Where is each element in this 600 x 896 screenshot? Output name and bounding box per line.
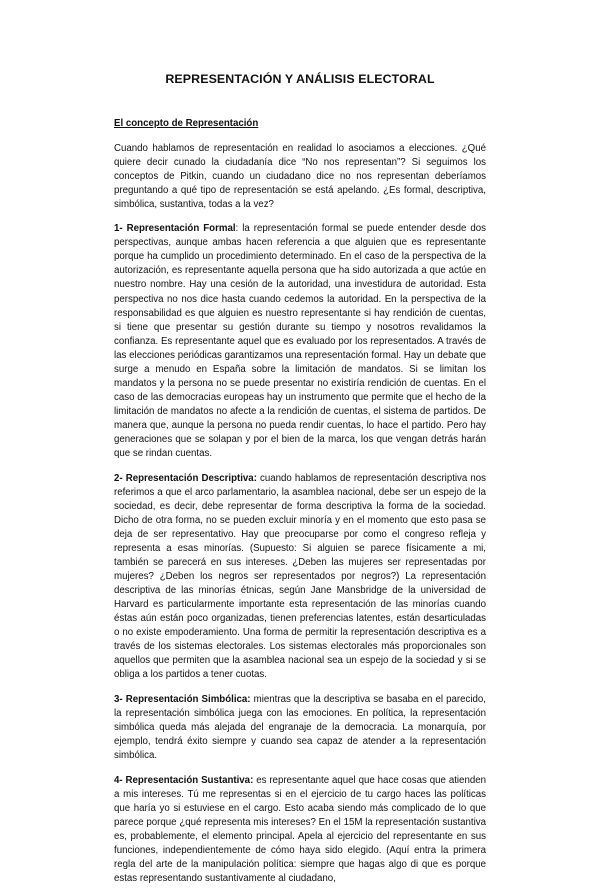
paragraph-sustantiva-text: es representante aquel que hace cosas que atienden a mis intereses. Tú me representas si en el ejercicio de tu cargo haces las políticas que haría yo si estuviese en el cargo. Esto acaba siendo más complicado de lo que parece porque ¿qué representa mis intereses? En el 15M la representación sustantiva es, probablemente, el elemento principal. Apela al ejercicio del representante en sus funciones, independientemente de cómo haya sido elegido. (Aquí entra la primera regla del arte de la manipulación política: siempre que hagas algo di que es porque estas representando sustantivamente al ciudadano,: [114, 774, 486, 884]
paragraph-simbolica-lead: 3- Representación Simbólica:: [114, 693, 251, 705]
paragraph-simbolica: [114, 693, 486, 763]
intro-paragraph: Cuando hablamos de representación en realidad lo asociamos a elecciones. ¿Qué quiere decir cunado la ciudadanía dice “No nos representan”? Si seguimos los conceptos de Pitkin, cuando un ciudadano dice no nos representan deberíamos preguntando a qué tipo de representación se está apelando. ¿Es formal, descriptiva, simbólica, sustantiva, todas a la vez?: [114, 142, 486, 210]
document-body: [114, 117, 486, 896]
paragraph-formal: [114, 222, 486, 461]
paragraph-descriptiva-lead: 2- Representación Descriptiva:: [114, 472, 257, 484]
paragraph-descriptiva: [114, 472, 486, 683]
paragraph-descriptiva-text: cuando hablamos de representación descriptiva nos referimos a que el arco parlamentario, la asamblea nacional, debe ser un espejo de la sociedad, es decir, debe representar de forma descriptiva la forma de la sociedad. Dicho de otra forma, no se pueden excluir minoría y en el momento que esto pasa se deja de ser representativo. Hay que preocuparse por como el congreso refleja y representa a esas minorías. (Supuesto: Si alguien se parece físicamente a mi, también se parecerá en sus intereses. ¿Deben las mujeres ser representadas por mujeres? ¿Deben los negros ser representados por negros?) La representación descriptiva de las minorías étnicas, según Jane Mansbridge de la universidad de Harvard es particularmente importante esta representación de las minorías cuando éstas aún están poco organizadas, tienen preferencias latentes, están desarticuladas o no existe empoderamiento. Una forma de permitir la representación descriptiva es a través de los sistemas electorales. Los sistemas electorales más proporcionales son aquellos que permiten que la asamblea nacional sea un espejo de la sociedad y si se obliga a los partidos a tener cuotas.: [114, 472, 486, 681]
page-title: REPRESENTACIÓN Y ANÁLISIS ELECTORAL: [165, 72, 435, 86]
paragraph-sustantiva-lead: 4- Representación Sustantiva:: [114, 774, 254, 786]
paragraph-formal-text: : la representación formal se puede entender desde dos perspectivas, aunque ambas hacen referencia a que alguien que es representante porque ha cumplido un procedimiento determinado. En el caso de la perspectiva de la autorización, es representante aquella persona que ha sido autorizada a que actúe en nuestro nombre. Hay una cesión de la autoridad, una investidura de autoridad. Esta perspectiva no nos dice hasta cuando cedemos la autoridad. En la perspectiva de la responsabilidad es que alguien es nuestro representante si hay rendición de cuentas, si tiene que presentar su gestión durante su tiempo y nosotros revalidamos la confianza. Es representante aquel que es evaluado por los representados. A través de las elecciones periódicas garantizamos una representación formal. Hay un debate que surge a menudo en España sobre la limitación de mandatos. Si se limitan los mandatos y la persona no se puede presentar no existiría rendición de cuentas. En el caso de las democracias europeas hay un instrumento que permite que el hecho de la limitación de mandatos no afecte a la rendición de cuentas, el sistema de partidos. De manera que, aunque la persona no pueda rendir cuentas, lo hace el partido. Pero hay generaciones que se solapan y por el bien de la marca, los que vengan detrás harán que se rindan cuentas.: [114, 223, 486, 460]
paragraph-sustantiva: [114, 774, 486, 886]
section-heading: El concepto de Representación: [114, 118, 259, 129]
paragraph-simbolica-text: mientras que la descriptiva se basaba en el parecido, la representación simbólica juega con las emociones. En política, la representación simbólica queda más alejada del engranaje de la democracia. La monarquía, por ejemplo, tendrá éxito siempre y cuando sea capaz de atender a la representación simbólica.: [114, 693, 486, 761]
paragraph-formal-lead: 1- Representación Formal: [114, 223, 236, 235]
